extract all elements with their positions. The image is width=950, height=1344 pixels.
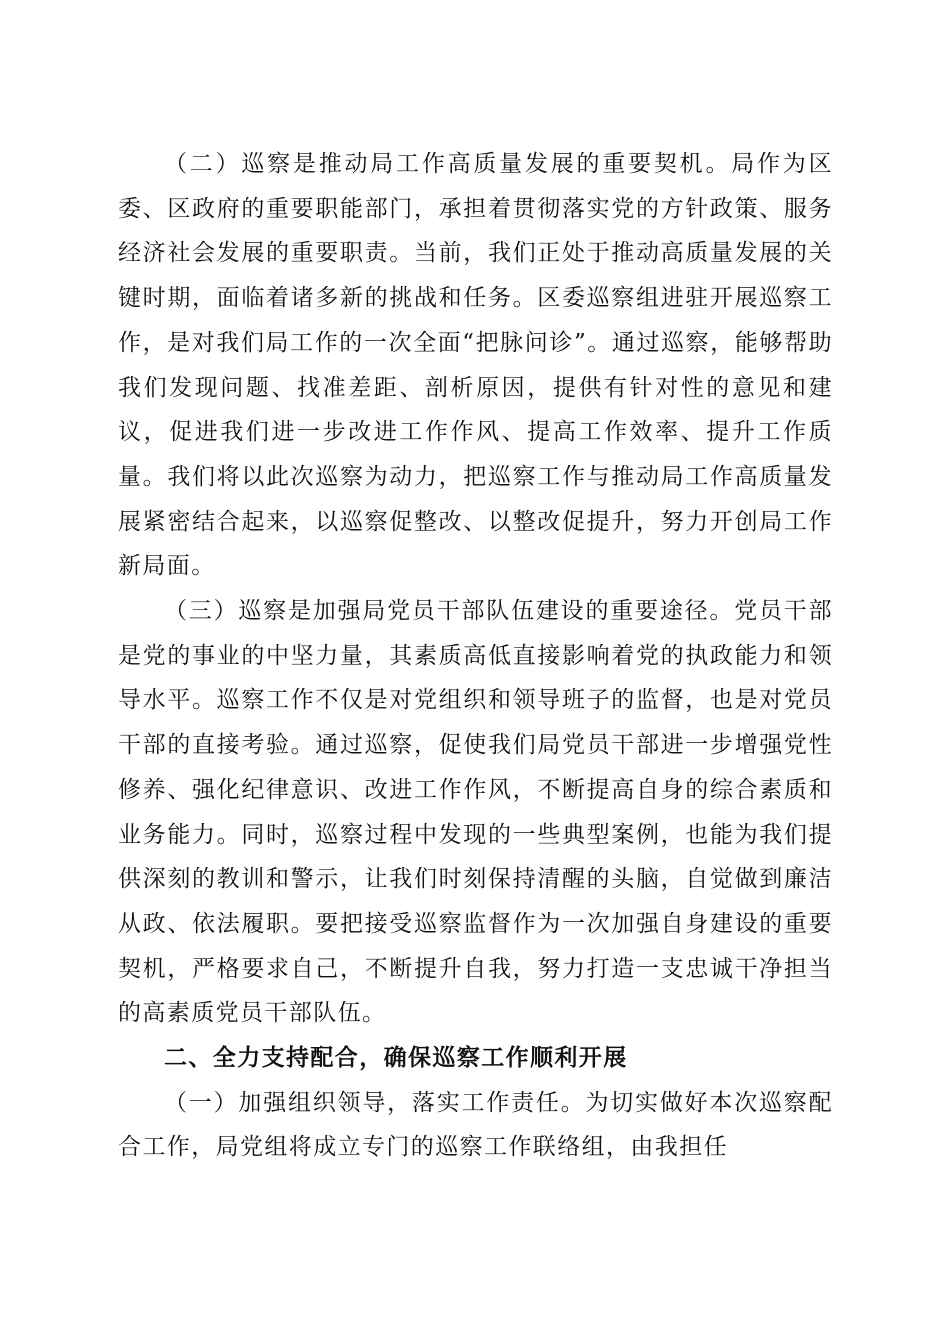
paragraph-2-lead: （二）巡察是推动局工作高质量发展的重要契机。 <box>164 151 732 177</box>
section-heading: 二、全力支持配合，确保巡察工作顺利开展 <box>164 1045 628 1072</box>
paragraph-section-2-1-body: 为切实做好本次巡察配合工作，局党组将成立专门的巡察工作联络组，由我担任 <box>118 1089 833 1161</box>
paragraph-3 <box>118 589 833 1036</box>
paragraph-2 <box>118 142 833 589</box>
paragraph-section-2-1 <box>118 1081 833 1170</box>
paragraph-section-2-1-lead: （一）加强组织领导，落实工作责任。 <box>164 1089 586 1116</box>
document-body <box>118 142 833 1170</box>
paragraph-3-body: 党员干部是党的事业的中坚力量，其素质高低直接影响着党的执政能力和领导水平。巡察工作不仅是对党组织和领导班子的监督，也是对党员干部的直接考验。通过巡察，促使我们局党员干部进一步增强党性修养、强化纪律意识、改进工作作风，不断提高自身的综合素质和业务能力。同时，巡察过程中发现的一些典型案例，也能为我们提供深刻的教训和警示，让我们时刻保持清醒的头脑，自觉做到廉洁从政、依法履职。要把接受巡察监督作为一次加强自身建设的重要契机，严格要求自己，不断提升自我，努力打造一支忠诚干净担当的高素质党员干部队伍。 <box>118 598 833 1027</box>
paragraph-3-lead: （三）巡察是加强局党员干部队伍建设的重要途径。 <box>164 598 735 625</box>
paragraph-2-body: 局作为区委、区政府的重要职能部门，承担着贯彻落实党的方针政策、服务经济社会发展的重要职责。当前，我们正处于推动高质量发展的关键时期，面临着诸多新的挑战和任务。区委巡察组进驻开展巡察工作，是对我们局工作的一次全面“把脉问诊”。通过巡察，能够帮助我们发现问题、找准差距、剖析原因，提供有针对性的意见和建议，促进我们进一步改进工作作风、提高工作效率、提升工作质量。我们将以此次巡察为动力，把巡察工作与推动局工作高质量发展紧密结合起来，以巡察促整改、以整改促提升，努力开创局工作新局面。 <box>118 151 833 580</box>
